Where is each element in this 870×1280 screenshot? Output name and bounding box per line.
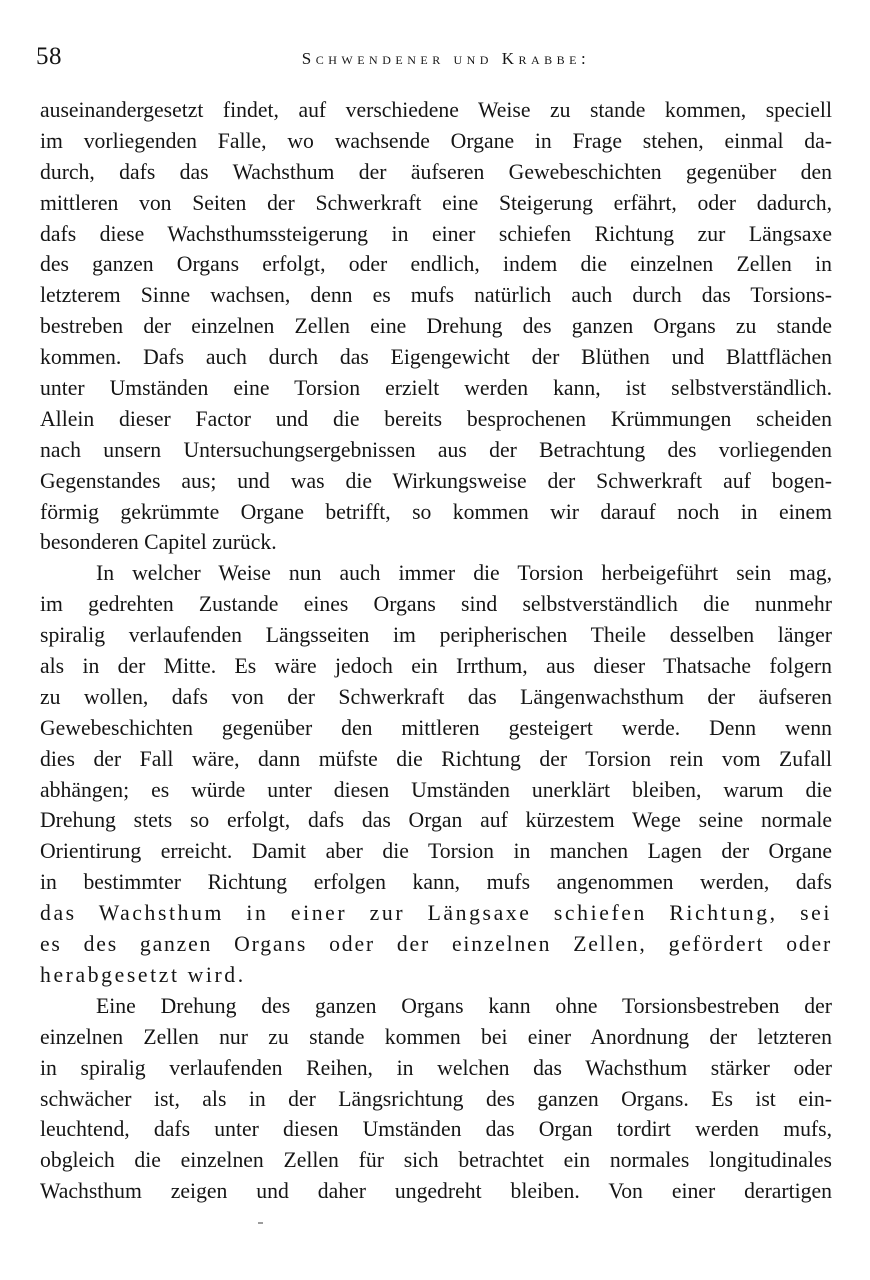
body-text — [40, 95, 832, 1207]
text-line: in spiralig verlaufenden Reihen, in welchen das Wachsthum stärker oder — [40, 1055, 832, 1080]
text-line: Gegenstandes aus; und was die Wirkungsweise der Schwerkraft auf bogen- — [40, 468, 832, 493]
text-line: bestreben der einzelnen Zellen eine Drehung des ganzen Organs zu stande — [40, 314, 832, 339]
paragraph-end-line: herabgesetzt wird. — [40, 962, 246, 987]
paragraph-end-line: besonderen Capitel zurück. — [40, 530, 277, 555]
text-line: zu wollen, dafs von der Schwerkraft das Längenwachsthum der äufseren — [40, 684, 832, 709]
text-line: als in der Mitte. Es wäre jedoch ein Irrthum, aus dieser Thatsache folgern — [40, 654, 832, 679]
text-line: spiralig verlaufenden Längsseiten im peripherischen Theile desselben länger — [40, 623, 832, 648]
paragraph-first-line: In welcher Weise nun auch immer die Torsion herbeigeführt sein mag, — [96, 561, 832, 586]
print-speck — [258, 1222, 263, 1224]
text-line: Wachsthum zeigen und daher ungedreht bleiben. Von einer derartigen — [40, 1179, 832, 1204]
text-line: kommen. Dafs auch durch das Eigengewicht der Blüthen und Blattflächen — [40, 345, 832, 370]
text-line: schwächer ist, als in der Längsrichtung des ganzen Organs. Es ist ein- — [40, 1086, 832, 1111]
spaced-emphasis-line: es des ganzen Organs oder der einzelnen Zellen, gefördert oder — [40, 932, 832, 957]
text-line: nach unsern Untersuchungsergebnissen aus der Betrachtung des vorliegenden — [40, 437, 832, 462]
text-line: leuchtend, dafs unter diesen Umständen das Organ tordirt werden mufs, — [40, 1117, 832, 1142]
text-line: abhängen; es würde unter diesen Umständen unerklärt bleiben, warum die — [40, 777, 832, 802]
text-line: des ganzen Organs erfolgt, oder endlich, indem die einzelnen Zellen in — [40, 252, 832, 277]
text-line: im vorliegenden Falle, wo wachsende Organe in Frage stehen, einmal da- — [40, 128, 832, 153]
text-line: förmig gekrümmte Organe betrifft, so kommen wir darauf noch in einem — [40, 499, 832, 524]
text-line: obgleich die einzelnen Zellen für sich betrachtet ein normales longitudinales — [40, 1148, 832, 1173]
page-number: 58 — [36, 43, 62, 70]
text-line: Allein dieser Factor und die bereits besprochenen Krümmungen scheiden — [40, 406, 832, 431]
paragraph-first-line: Eine Drehung des ganzen Organs kann ohne Torsionsbestreben der — [96, 993, 832, 1018]
text-line: Drehung stets so erfolgt, dafs das Organ auf kürzestem Wege seine normale — [40, 808, 832, 833]
text-line: letzterem Sinne wachsen, denn es mufs natürlich auch durch das Torsions- — [40, 283, 832, 308]
text-line: im gedrehten Zustande eines Organs sind selbstverständlich die nunmehr — [40, 592, 832, 617]
text-line: Orientirung erreicht. Damit aber die Torsion in manchen Lagen der Organe — [40, 839, 832, 864]
text-line: einzelnen Zellen nur zu stande kommen bei einer Anordnung der letzteren — [40, 1024, 832, 1049]
spaced-emphasis-line: das Wachsthum in einer zur Längsaxe schiefen Richtung, sei — [40, 901, 832, 926]
text-line: in bestimmter Richtung erfolgen kann, mufs angenommen werden, dafs — [40, 870, 832, 895]
page-header — [36, 42, 836, 78]
text-line: unter Umständen eine Torsion erzielt werden kann, ist selbstverständlich. — [40, 376, 832, 401]
running-head: Schwendener und Krabbe: — [301, 49, 591, 68]
text-line: Gewebeschichten gegenüber den mittleren gesteigert werde. Denn wenn — [40, 715, 832, 740]
text-line: auseinandergesetzt findet, auf verschiedene Weise zu stande kommen, speciell — [40, 98, 832, 122]
text-line: dies der Fall wäre, dann müfste die Richtung der Torsion rein vom Zufall — [40, 746, 832, 771]
text-line: mittleren von Seiten der Schwerkraft eine Steigerung erfährt, oder dadurch, — [40, 190, 832, 215]
text-line: dafs diese Wachsthumssteigerung in einer schiefen Richtung zur Längsaxe — [40, 221, 832, 246]
text-line: durch, dafs das Wachsthum der äufseren Gewebeschichten gegenüber den — [40, 159, 832, 184]
